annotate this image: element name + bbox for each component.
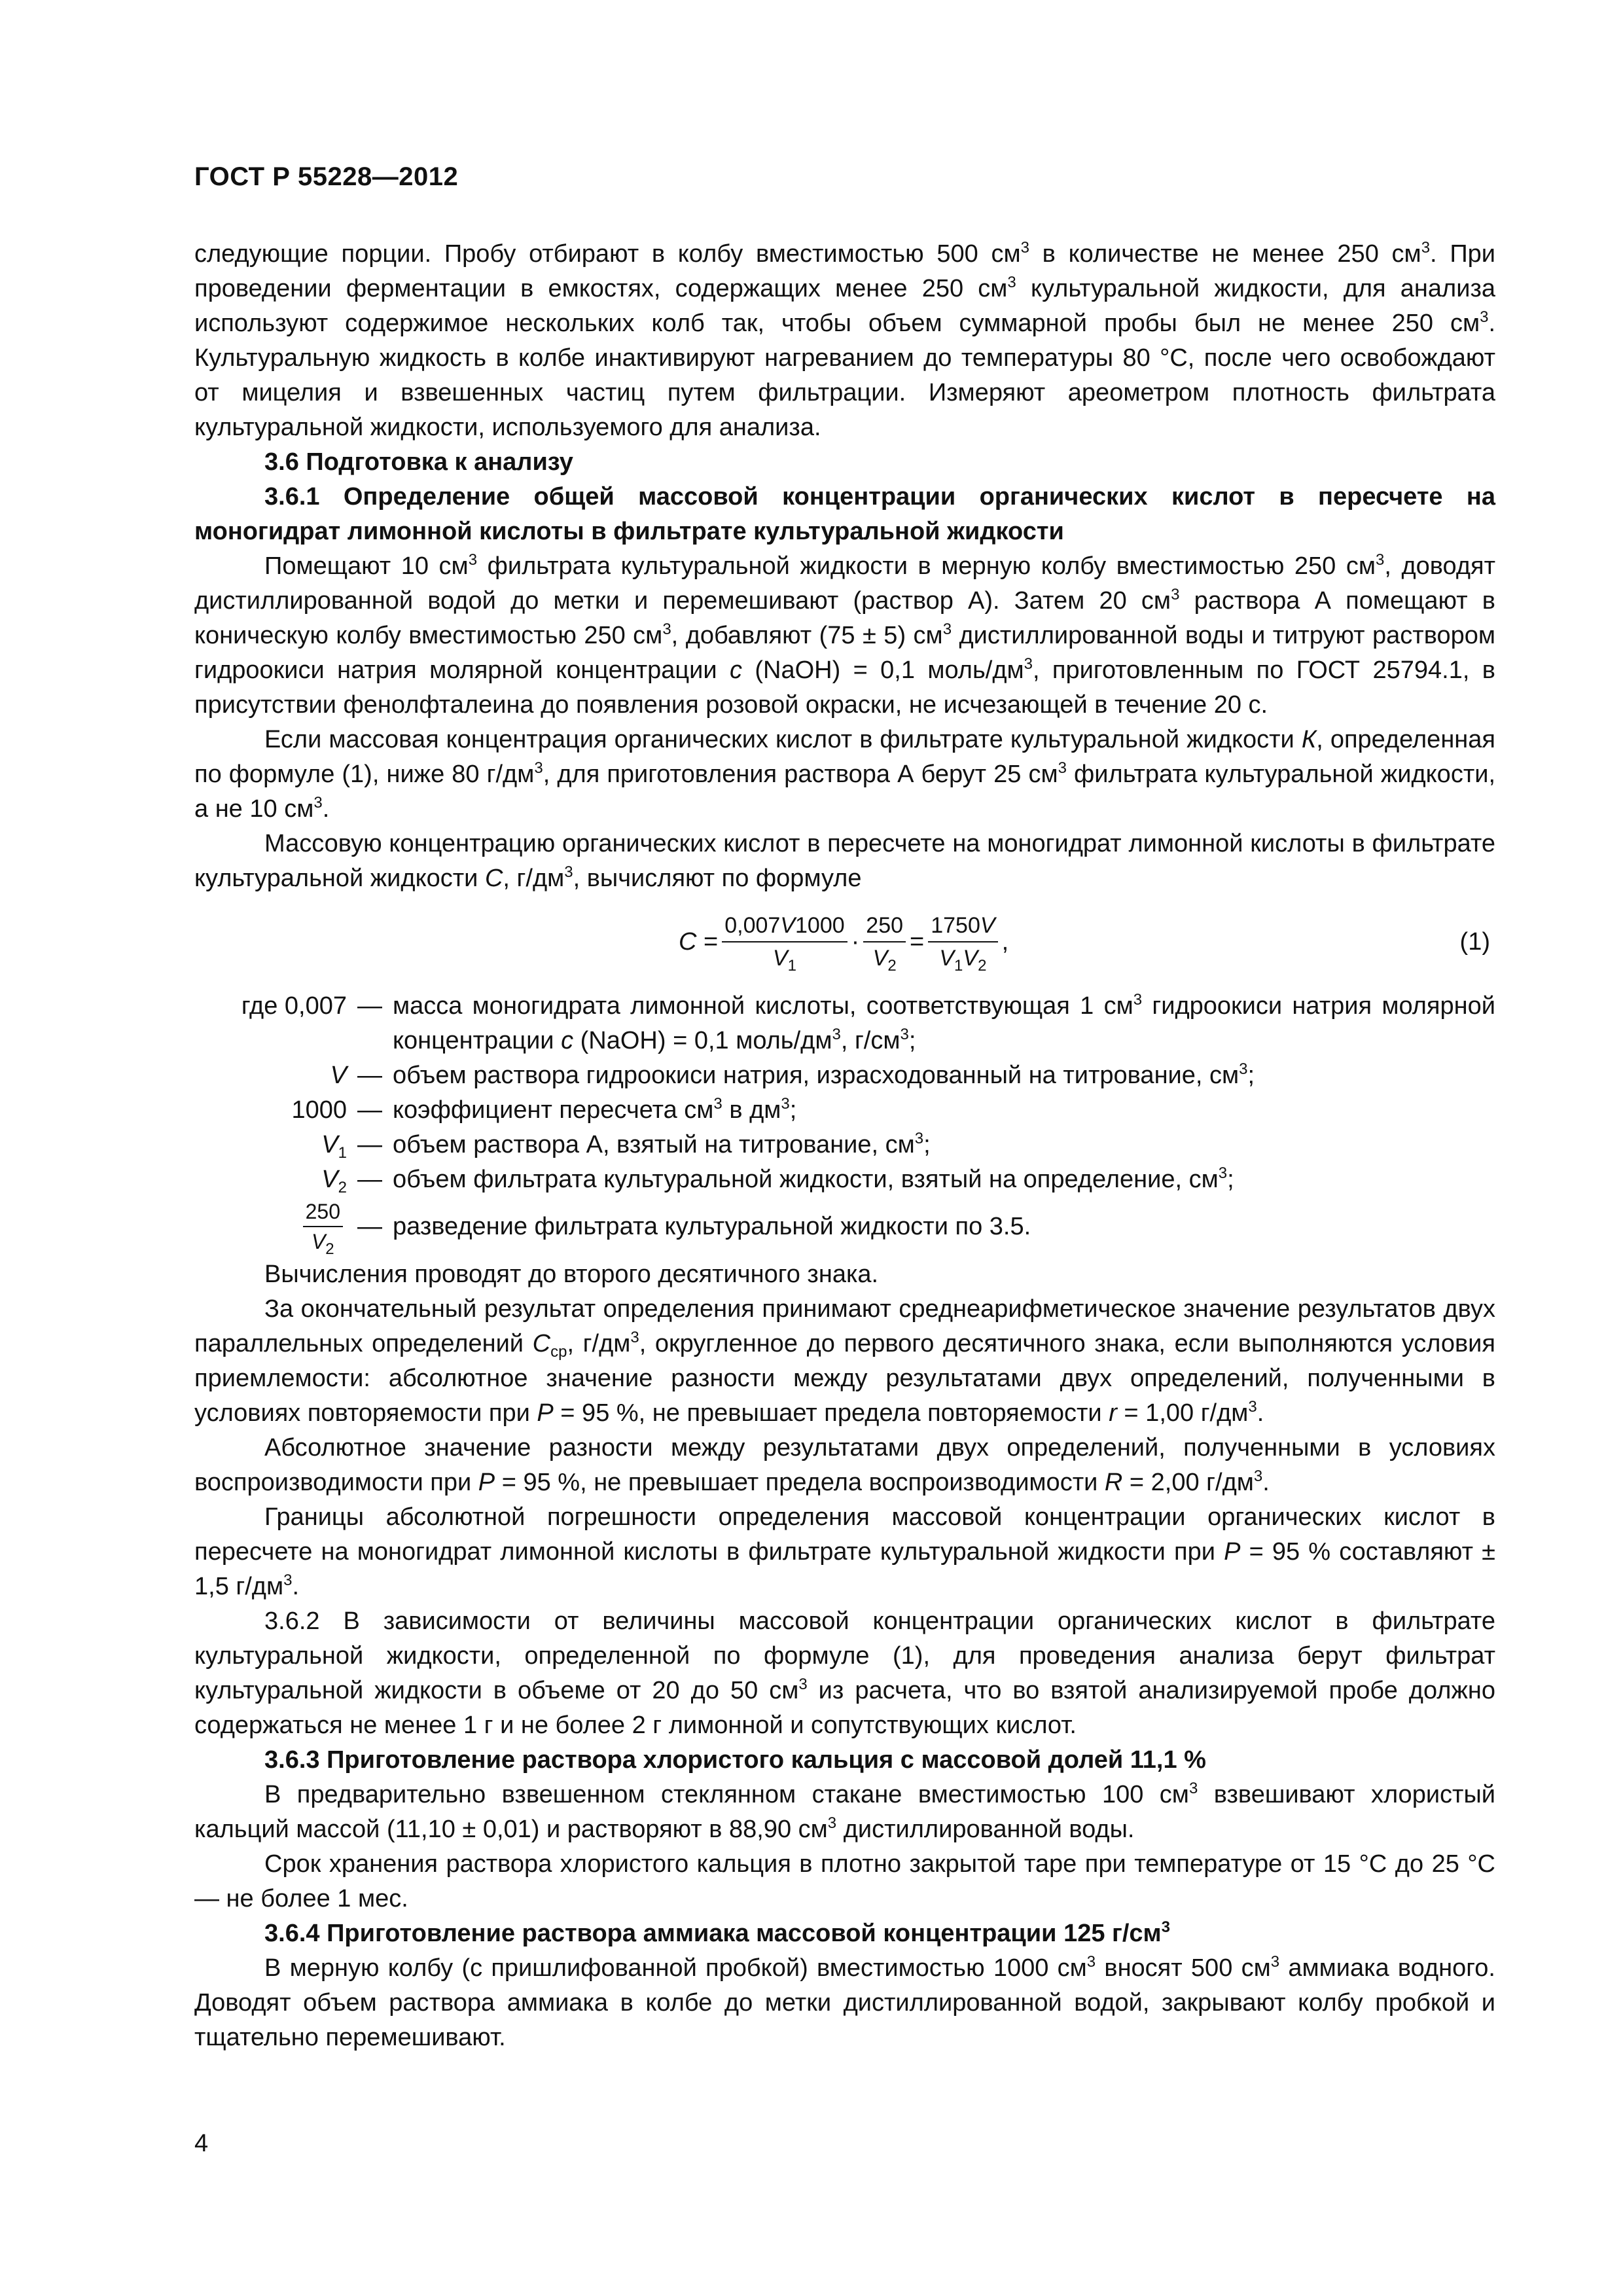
paragraph: 3.6.2 В зависимости от величины массовой концентрации органических кислот в фильтрате культуральной жидкости, определенной по формуле (1), для проведения анализа берут фильтрат культуральной жидкости в объеме от 20 до 50 $см^3$ из расчета, что во взятой анализируемой пробе должно содержаться не менее 1 г и не более 2 г лимонной и сопутствующих кислот.: [194, 1607, 1495, 1739]
paragraph: Вычисления проводят до второго десятичного знака.: [264, 1261, 879, 1288]
section-heading-3-6: 3.6 Подготовка к анализу: [264, 448, 573, 476]
paragraph: Срок хранения раствора хлористого кальция в плотно закрытой таре при температуре от 15 °С до 25 °С — не более 1 мес.: [194, 1850, 1495, 1912]
paragraph: Массовую концентрацию органических кислот в пересчете на моногидрат лимонной кислоты в фильтрате культуральной жидкости С, $г/дм^3$, вычисляют по формуле: [194, 830, 1495, 892]
definition-row: где 0,007 — масса моногидрата лимонной кислоты, соответствующая 1 $см^3$ гидроокиси натрия молярной концентрации с (NaOH) = 0,1 моль/$дм^3$, $г/см^3$;: [241, 991, 1495, 1054]
definition-row: V — объем раствора гидроокиси натрия, израсходованный на титрование, $см^3$;: [330, 1060, 1255, 1089]
formula-1: [194, 905, 1495, 978]
paragraph: В предварительно взвешенном стеклянном стакане вместимостью 100 $см^3$ взвешивают хлористый кальций массой (11,10 ± 0,01) и растворяют в 88,90 $см^3$ дистиллированной воды.: [194, 1780, 1495, 1843]
definition-row: $V_1$ — объем раствора А, взятый на титрование, $см^3$;: [321, 1130, 931, 1162]
fraction: $\frac{250}{V_2}$: [303, 1200, 343, 1253]
formula-number: (1): [1459, 928, 1490, 956]
page-number: 4: [194, 2130, 209, 2157]
formula-expression: С = $\frac{0,007V1000}{V_1}$ · $\frac{250}{V_2}$ = $\frac{1750V}{V_1V_2}$ ,: [679, 913, 1009, 975]
definition-row: $V_2$ — объем фильтрата культуральной жидкости, взятый на определение, $см^3$;: [321, 1164, 1234, 1196]
paragraph: Границы абсолютной погрешности определения массовой концентрации органических кислот в пересчете на моногидрат лимонной кислоты в фильтрате культуральной жидкости при Р = 95 % составляют ± 1,5 $г/дм^3$.: [194, 1503, 1495, 1600]
definition-row: 1000 — коэффициент пересчета $см^3$ в $дм^3$;: [291, 1095, 797, 1124]
paragraph: За окончательный результат определения принимают среднеарифметическое значение результатов двух параллельных определений $С_{ср}$, $г/дм^3$, округленное до первого десятичного знака, если выполняются условия приемлемости: абсолютное значение разности между результатами двух определений, полученными в условиях повторяемости при Р = 95 %, не превышает предела повторяемости r = 1,00 $г/дм^3$.: [194, 1295, 1495, 1427]
formula-definitions: [194, 989, 1495, 1258]
fraction: $\frac{1750V}{V_1V_2}$: [928, 912, 997, 971]
paragraph: Помещают 10 $см^3$ фильтрата культуральной жидкости в мерную колбу вместимостью 250 $см^3$, доводят дистиллированной водой до метки и перемешивают (раствор А). Затем 20 $см^3$ раствора А помещают в коническую колбу вместимостью 250 $см^3$, добавляют (75 ± 5) $см^3$ дистиллированной воды и титруют раствором гидроокиси натрия молярной концентрации с (NaOH) = 0,1 моль/$дм^3$, приготовленным по ГОСТ 25794.1, в присутствии фенолфталеина до появления розовой окраски, не исчезающей в течение 20 с.: [194, 551, 1495, 719]
paragraph: следующие порции. Пробу отбирают в колбу вместимостью 500 $см^3$ в количестве не менее 250 $см^3$. При проведении ферментации в емкостях, содержащих менее 250 $см^3$ культуральной жидкости, для анализа используют содержимое нескольких колб так, чтобы объем суммарной пробы был не менее 250 $см^3$. Культуральную жидкость в колбе инактивируют нагреванием до температуры 80 °С, после чего освобождают от мицелия и взвешенных частиц путем фильтрации. Измеряют ареометром плотность фильтрата культуральной жидкости, используемого для анализа.: [194, 239, 1496, 441]
paragraph: Абсолютное значение разности между результатами двух определений, полученными в условиях воспроизводимости при Р = 95 %, не превышает предела воспроизводимости R = 2,00 $г/дм^3$.: [194, 1434, 1495, 1496]
section-heading-3-6-4: 3.6.4 Приготовление раствора аммиака массовой концентрации 125 $г/см^3$: [264, 1918, 1171, 1947]
fraction: $\frac{250}{V_2}$: [863, 912, 906, 971]
paragraph: В мерную колбу (с пришлифованной пробкой) вместимостью 1000 $см^3$ вносят 500 $см^3$ аммиака водного. Доводят объем раствора аммиака в колбе до метки дистиллированной водой, закрывают колбу пробкой и тщательно перемешивают.: [194, 1953, 1495, 2051]
paragraph: Если массовая концентрация органических кислот в фильтрате культуральной жидкости К, определенная по формуле (1), ниже 80 $г/дм^3$, для приготовления раствора А берут 25 $см^3$ фильтрата культуральной жидкости, а не 10 $см^3$.: [194, 726, 1496, 823]
fraction: $\frac{0,007V1000}{V_1}$: [722, 912, 847, 971]
definition-row: $\frac{250}{V_2}$ — разведение фильтрата культуральной жидкости по 3.5.: [194, 1200, 1495, 1253]
page-header: ГОСТ Р 55228—2012: [194, 162, 459, 191]
document-body: [194, 237, 1495, 2055]
section-heading-3-6-3: 3.6.3 Приготовление раствора хлористого кальция с массовой долей 11,1 %: [264, 1746, 1206, 1774]
section-heading-3-6-1: 3.6.1 Определение общей массовой концентрации органических кислот в пересчете на моногидрат лимонной кислоты в фильтрате культуральной жидкости: [194, 483, 1495, 545]
